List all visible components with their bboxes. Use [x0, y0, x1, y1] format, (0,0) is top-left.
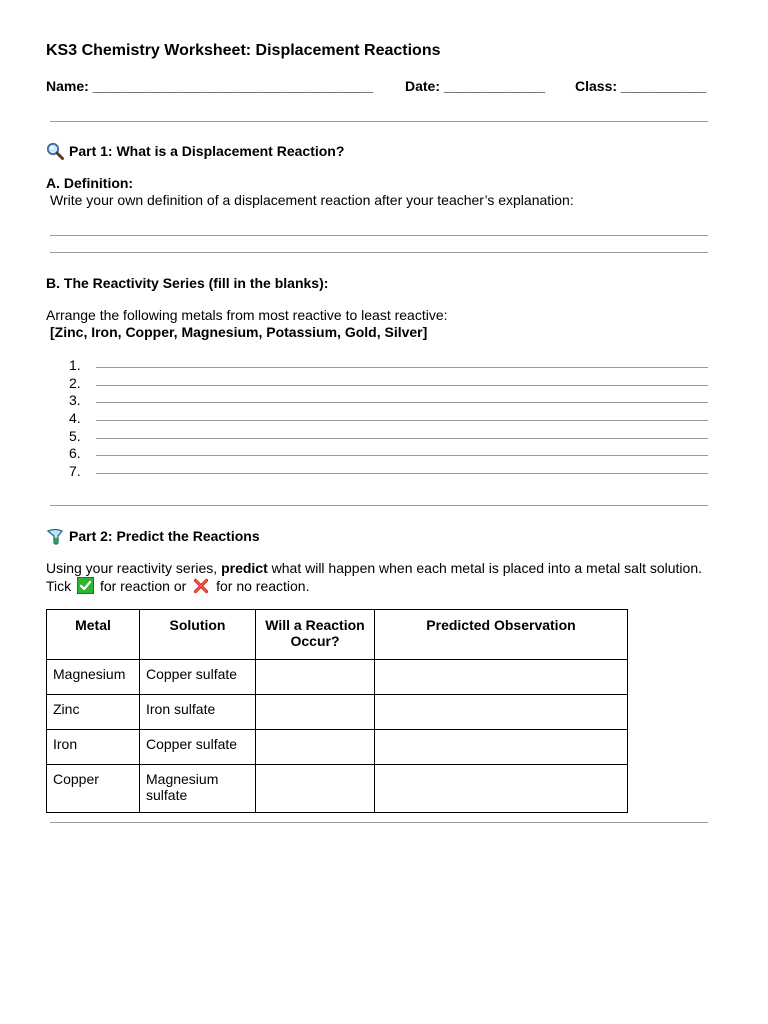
table-row: [47, 695, 628, 730]
prediction-table: [46, 609, 628, 813]
answer-line[interactable]: [50, 252, 708, 253]
list-number: 4.: [69, 410, 81, 426]
divider: [50, 121, 708, 122]
reaction-answer-cell[interactable]: [256, 695, 375, 730]
observation-answer-cell[interactable]: [375, 765, 628, 813]
part2-heading: [46, 527, 260, 545]
observation-answer-cell[interactable]: [375, 695, 628, 730]
no-reaction-text: for no reaction.: [216, 578, 310, 594]
list-answer-line[interactable]: [96, 420, 708, 421]
table-header-row: [47, 610, 628, 660]
tick-word: Tick: [46, 578, 72, 594]
list-answer-line[interactable]: [96, 438, 708, 439]
answer-line[interactable]: [50, 235, 708, 236]
list-number: 5.: [69, 428, 81, 444]
table-row: [47, 765, 628, 813]
divider: [50, 822, 708, 823]
list-answer-line[interactable]: [96, 367, 708, 368]
metal-cell: Copper: [47, 765, 140, 813]
tick-instructions: [46, 577, 309, 594]
date-label: Date:: [405, 78, 441, 94]
list-answer-line[interactable]: [96, 455, 708, 456]
table-row: [47, 730, 628, 765]
name-blank[interactable]: ____________________________________: [92, 78, 373, 94]
solution-cell: Magnesium sulfate: [140, 765, 256, 813]
metals-list: [Zinc, Iron, Copper, Magnesium, Potassium, Gold, Silver]: [50, 324, 428, 340]
table-row: [47, 660, 628, 695]
list-number: 3.: [69, 392, 81, 408]
solution-cell: Copper sulfate: [140, 730, 256, 765]
list-number: 7.: [69, 463, 81, 479]
reaction-answer-cell[interactable]: [256, 730, 375, 765]
list-answer-line[interactable]: [96, 385, 708, 386]
worksheet-title: KS3 Chemistry Worksheet: Displacement Reactions: [46, 42, 441, 59]
class-label: Class:: [575, 78, 618, 94]
column-header: Solution: [140, 610, 256, 660]
list-number: 2.: [69, 375, 81, 391]
reaction-text: for reaction or: [99, 578, 187, 594]
list-answer-line[interactable]: [96, 402, 708, 403]
observation-answer-cell[interactable]: [375, 660, 628, 695]
checkmark-icon: [77, 577, 94, 594]
magnifier-icon: [46, 142, 64, 160]
intro-text: what will happen when each metal is placed into a metal salt solution.: [271, 560, 702, 576]
reaction-answer-cell[interactable]: [256, 765, 375, 813]
reactivity-heading: B. The Reactivity Series (fill in the blanks):: [46, 275, 329, 291]
reaction-answer-cell[interactable]: [256, 660, 375, 695]
test-tube-icon: [46, 527, 64, 545]
intro-emphasis: predict: [221, 560, 268, 576]
cross-icon: [193, 578, 209, 594]
student-info-row: [46, 78, 710, 94]
definition-label: A. Definition:: [46, 175, 134, 191]
divider: [50, 505, 708, 506]
intro-text: Using your reactivity series,: [46, 560, 218, 576]
class-field: [575, 78, 707, 94]
part1-heading: [46, 142, 344, 160]
date-field: [405, 78, 545, 94]
reactivity-prompt: Arrange the following metals from most reactive to least reactive:: [46, 307, 448, 323]
definition-prompt: Write your own definition of a displacement reaction after your teacher’s explanation:: [50, 192, 574, 208]
name-label: Name:: [46, 78, 89, 94]
solution-cell: Iron sulfate: [140, 695, 256, 730]
column-header: Will a Reaction Occur?: [256, 610, 375, 660]
part2-intro: [46, 560, 726, 576]
class-blank[interactable]: ___________: [620, 78, 707, 94]
list-number: 6.: [69, 445, 81, 461]
part2-heading-text: Part 2: Predict the Reactions: [69, 528, 260, 544]
metal-cell: Zinc: [47, 695, 140, 730]
list-number: 1.: [69, 357, 81, 373]
column-header: Metal: [47, 610, 140, 660]
list-answer-line[interactable]: [96, 473, 708, 474]
column-header: Predicted Observation: [375, 610, 628, 660]
solution-cell: Copper sulfate: [140, 660, 256, 695]
observation-answer-cell[interactable]: [375, 730, 628, 765]
metal-cell: Magnesium: [47, 660, 140, 695]
date-blank[interactable]: _____________: [443, 78, 546, 94]
metal-cell: Iron: [47, 730, 140, 765]
part1-heading-text: Part 1: What is a Displacement Reaction?: [69, 143, 345, 159]
